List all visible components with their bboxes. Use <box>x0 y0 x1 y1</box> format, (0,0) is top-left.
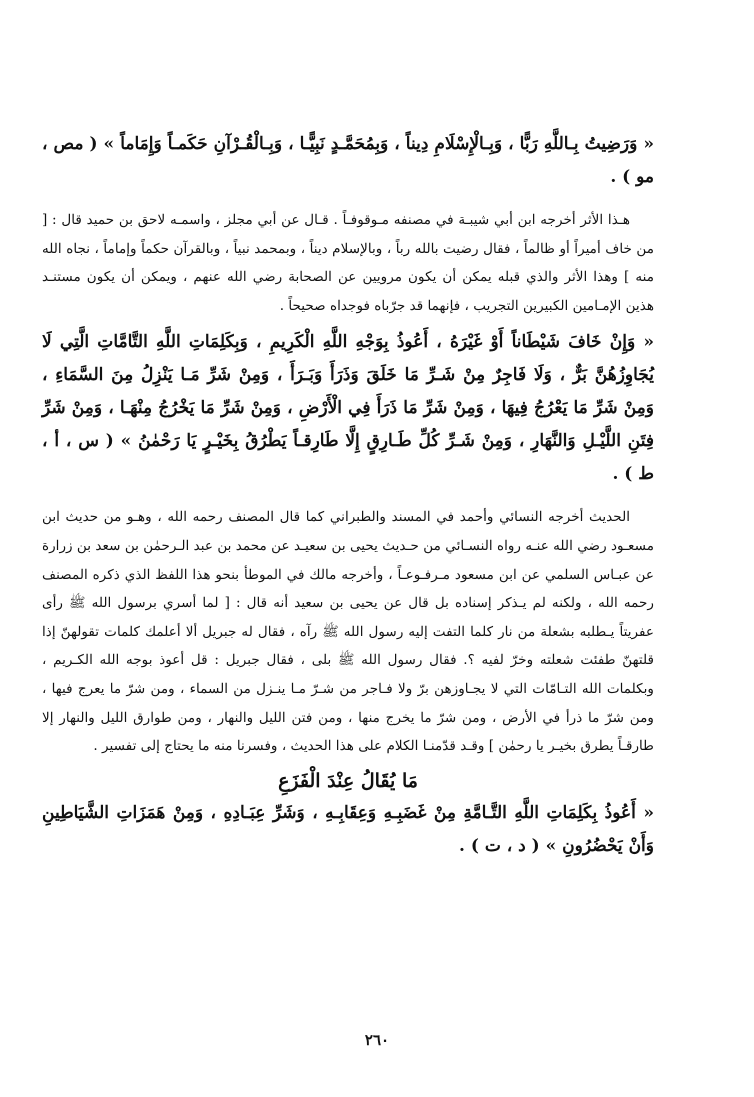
commentary-paragraph: هـذا الأثر أخرجه ابن أبي شيبـة في مصنفه مـوقوفـاً . قـال عن أبي مجلز ، واسمـه لاحق بن حميد قال : [ من خاف أميراً أو ظالماً ، فقال رضيت بالله رباً ، وبالإسلام ديناً ، وبمحمد نبياً ، وبالقرآن حكماً وإماماً ، نجاه الله منه ] وهذا الأثر والذي قبله يمكن أن يكون مرويين عن الصحابة رضي الله عنهم ، ويمكن أن يكون مستنـد هذين الإمـامين الكبيرين التجريب ، فإنهما قد جرّباه فوجداه صحيحاً . <box>42 212 654 314</box>
page-number: ٢٦٠ <box>364 1031 390 1049</box>
section-heading: مَا يُقَالُ عِنْدَ الْفَزَعِ <box>278 769 418 792</box>
commentary-paragraph: الحديث أخرجه النسائي وأحمد في المسند والطبراني كما قال المصنف رحمه الله ، وهـو من حديث ابن مسعـود رضي الله عنـه رواه النسـائي من حـديث يحيى بن سعيـد عن محمد بن عبد الـرحمٰن بن سعد بن زرارة عن عبـاس السلمي عن ابن مسعود مـرفـوعـاً ، وأخرجه مالك في الموطأ بنحو هذا اللفظ الذي ذكره المصنف رحمه الله ، ولكنه لم يـذكر إسناده بل قال عن يحيى بن سعيد أنه قال : [ لما أسري برسول الله ﷺ رأى عفريتاً يـطلبه بشعلة من نار كلما التفت إليه رسول الله ﷺ رآه ، فقال له جبريل ألا أعلمك كلمات تقولهنّ إذا قلتهنّ طفئت شعلته وخرّ لفيه ؟. فقال رسول الله ﷺ بلى ، فقال جبريل : قل أعوذ بوجه الله الكـريم ، وبكلمات الله التـامّات التي لا يجـاوزهن برّ ولا فـاجر من شـرّ مـا ينـزل من السماء ، ومن شرّ ما يعرج فيها ، ومن شرّ ما ذرأ في الأرض ، ومن شرّ ما يخرج منها ، ومن فتن الليل والنهار ، ومن طوارق الليل والنهار إلا طارقـاً يطرق بخيـر يا رحمٰن ] وقـد قدّمنـا الكلام على هذا الحديث ، وفسرنا منه ما يحتاج إلى تفسير . <box>42 509 654 755</box>
dua-text-protection: « وَإِنْ خَافَ شَيْطَاناً أَوْ غَيْرَهُ ، أَعُوذُ بِوَجْهِ اللَّهِ الْكَرِيمِ ، وَبِكَلِمَاتِ اللَّهِ التَّامَّاتِ الَّتِي لَا يُجَاوِزُهُنَّ بَرٌّ ، وَلَا فَاجِرٌ مِنْ شَـرِّ مَا خَلَقَ وَذَرَأَ وَبَـرَأَ ، وَمِنْ شَرِّ مَـا يَنْزِلُ مِنَ السَّمَاءِ ، وَمِنْ شَرِّ مَا يَعْرُجُ فِيهَا ، وَمِنْ شَرِّ مَا ذَرَأَ فِي الْأَرْضِ ، وَمِنْ شَرِّ مَا يَخْرُجُ مِنْهَـا ، وَمِنْ شَرِّ فِتَنِ اللَّيْـلِ وَالنَّهَارِ ، وَمِنْ شَـرِّ كُلِّ طَـارِقٍ إِلَّا طَارِقـاً يَطْرُقُ بِخَيْـرٍ يَا رَحْمٰنُ » ( س ، أ ، ط ) . <box>42 332 654 485</box>
dua-text-fright: « أَعُوذُ بِكَلِمَاتِ اللَّهِ التَّـامَّةِ مِنْ غَضَبِـهِ وَعِقَابِـهِ ، وَشَرِّ عِبَـادِهِ ، وَمِنْ هَمَزَاتِ الشَّيَاطِينِ وَأَنْ يَحْضُرُونِ » ( د ، ت ) . <box>42 802 654 856</box>
dua-text-satisfaction: « وَرَضِيتُ بِـاللَّهِ رَبًّا ، وَبِـالْإِسْلَامِ دِيناً ، وَبِمُحَمَّـدٍ نَبِيًّـا ، وَبِـالْقُـرْآنِ حَكَمـاً وَإِمَاماً » ( مص ، مو ) . <box>42 134 654 187</box>
